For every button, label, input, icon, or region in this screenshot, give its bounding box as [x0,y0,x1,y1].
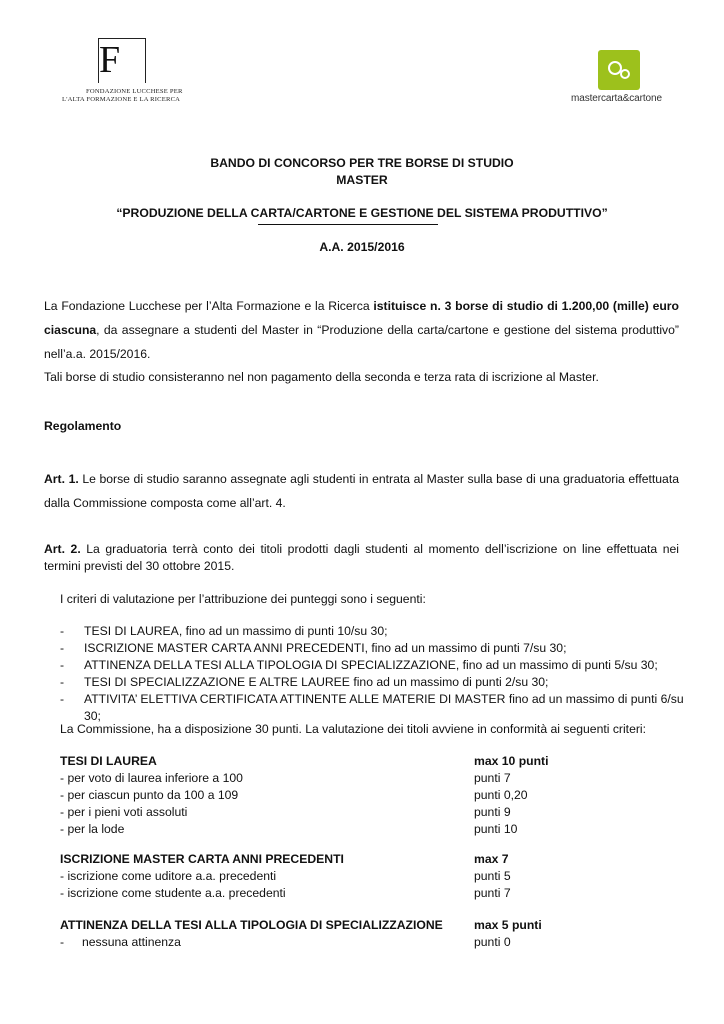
section-heading: ISCRIZIONE MASTER CARTA ANNI PRECEDENTI [60,852,344,866]
row-value: punti 10 [474,822,518,836]
article-1-label: Art. 1. [44,472,79,486]
mastercarta-logo-mark [598,50,640,90]
table-row [60,821,660,838]
scoring-section-tesi [60,753,660,838]
bullet-dash: - [60,692,65,706]
table-row [60,770,660,787]
table-row [60,868,660,885]
foundation-logo-line1: FONDAZIONE LUCCHESE PER [86,88,183,95]
row-label: - per la lode [60,822,125,836]
table-row [60,804,660,821]
intro-paragraph [44,294,679,366]
article-2-label: Art. 2. [44,542,81,556]
list-item [60,640,700,657]
intro-text-bold: istituisce n. 3 borse di studio di 1.200,00 (mille) euro ciascuna [44,299,679,337]
row-label: - iscrizione come uditore a.a. precedenti [60,869,277,883]
table-row [60,885,660,902]
intro-text-c: , da assegnare a studenti del Master in “Produzione della carta/cartone e gestione del sistema produttivo” nell’a.a. 2015/2016. [44,323,679,361]
mastercarta-logo-text: mastercarta&cartone [571,93,662,104]
bullet-dash: - [60,641,65,655]
bullet-dash: - [60,675,65,689]
list-item-text: ATTIVITA’ ELETTIVA CERTIFICATA ATTINENTE ALLE MATERIE DI MASTER fino ad un massimo di punti 6/su 30; [84,692,684,723]
section-heading-row [60,851,660,868]
scoring-section-attinenza [60,917,660,951]
scoring-section-iscrizione [60,851,660,902]
academic-year: A.A. 2015/2016 [319,240,405,254]
criteria-intro: I criteri di valutazione per l’attribuzione dei punteggi sono i seguenti: [60,592,426,606]
row-value: punti 9 [474,805,511,819]
title-line-1: BANDO DI CONCORSO PER TRE BORSE DI STUDIO [210,156,514,170]
row-value: punti 5 [474,869,511,883]
table-row [60,934,660,951]
row-dash: - [60,935,65,949]
list-item-text: TESI DI SPECIALIZZAZIONE E ALTRE LAUREE fino ad un massimo di punti 2/su 30; [84,675,549,689]
list-item-text: ATTINENZA DELLA TESI ALLA TIPOLOGIA DI SPECIALIZZAZIONE, fino ad un massimo di punti 5/su 30; [84,658,658,672]
list-item [60,623,700,640]
criteria-list [60,623,700,725]
row-value: punti 0,20 [474,788,528,802]
infinity-loop-icon [598,50,640,90]
section-max: max 10 punti [474,754,549,768]
article-1 [44,467,679,515]
list-item-text: TESI DI LAUREA, fino ad un massimo di punti 10/su 30; [84,624,388,638]
section-max: max 7 [474,852,509,866]
title-line-2: MASTER [336,173,388,187]
section-max: max 5 punti [474,918,542,932]
article-1-text: Le borse di studio saranno assegnate agli studenti in entrata al Master sulla base di una graduatoria effettuata dalla Commissione composta come all’art. 4. [44,472,679,510]
title-line-3: “PRODUZIONE DELLA CARTA/CARTONE E GESTIONE DEL SISTEMA PRODUTTIVO” [116,206,608,220]
bullet-dash: - [60,624,65,638]
foundation-logo-line2: L'ALTA FORMAZIONE E LA RICERCA [62,96,181,103]
row-label: - per i pieni voti assoluti [60,805,188,819]
list-item [60,674,700,691]
foundation-logo-letter: F [99,39,121,81]
section-heading-row [60,753,660,770]
row-label: - per ciascun punto da 100 a 109 [60,788,239,802]
row-value: punti 7 [474,886,511,900]
intro-text-a: La Fondazione Lucchese per l’Alta Formazione e la Ricerca [44,299,374,313]
row-value: punti 7 [474,771,511,785]
row-label: - per voto di laurea inferiore a 100 [60,771,243,785]
bullet-dash: - [60,658,65,672]
article-2 [44,541,679,575]
section-heading-row [60,917,660,934]
title-underline [258,224,438,225]
table-row [60,787,660,804]
list-item [60,657,700,674]
article-2-text: La graduatoria terrà conto dei titoli prodotti dagli studenti al momento dell’iscrizione on line effettuata nei termini previsti del 30 ottobre 2015. [44,542,679,573]
list-item-text: ISCRIZIONE MASTER CARTA ANNI PRECEDENTI, fino ad un massimo di punti 7/su 30; [84,641,567,655]
section-heading: TESI DI LAUREA [60,754,157,768]
intro-paragraph-2: Tali borse di studio consisteranno nel non pagamento della seconda e terza rata di iscrizione al Master. [44,370,599,384]
section-heading: ATTINENZA DELLA TESI ALLA TIPOLOGIA DI SPECIALIZZAZIONE [60,918,443,932]
list-item [60,691,700,725]
row-label: - iscrizione come studente a.a. precedenti [60,886,286,900]
regolamento-heading: Regolamento [44,419,122,433]
row-value: punti 0 [474,935,511,949]
commission-paragraph: La Commissione, ha a disposizione 30 punti. La valutazione dei titoli avviene in conformità ai seguenti criteri: [60,722,646,736]
row-label: nessuna attinenza [82,935,181,949]
